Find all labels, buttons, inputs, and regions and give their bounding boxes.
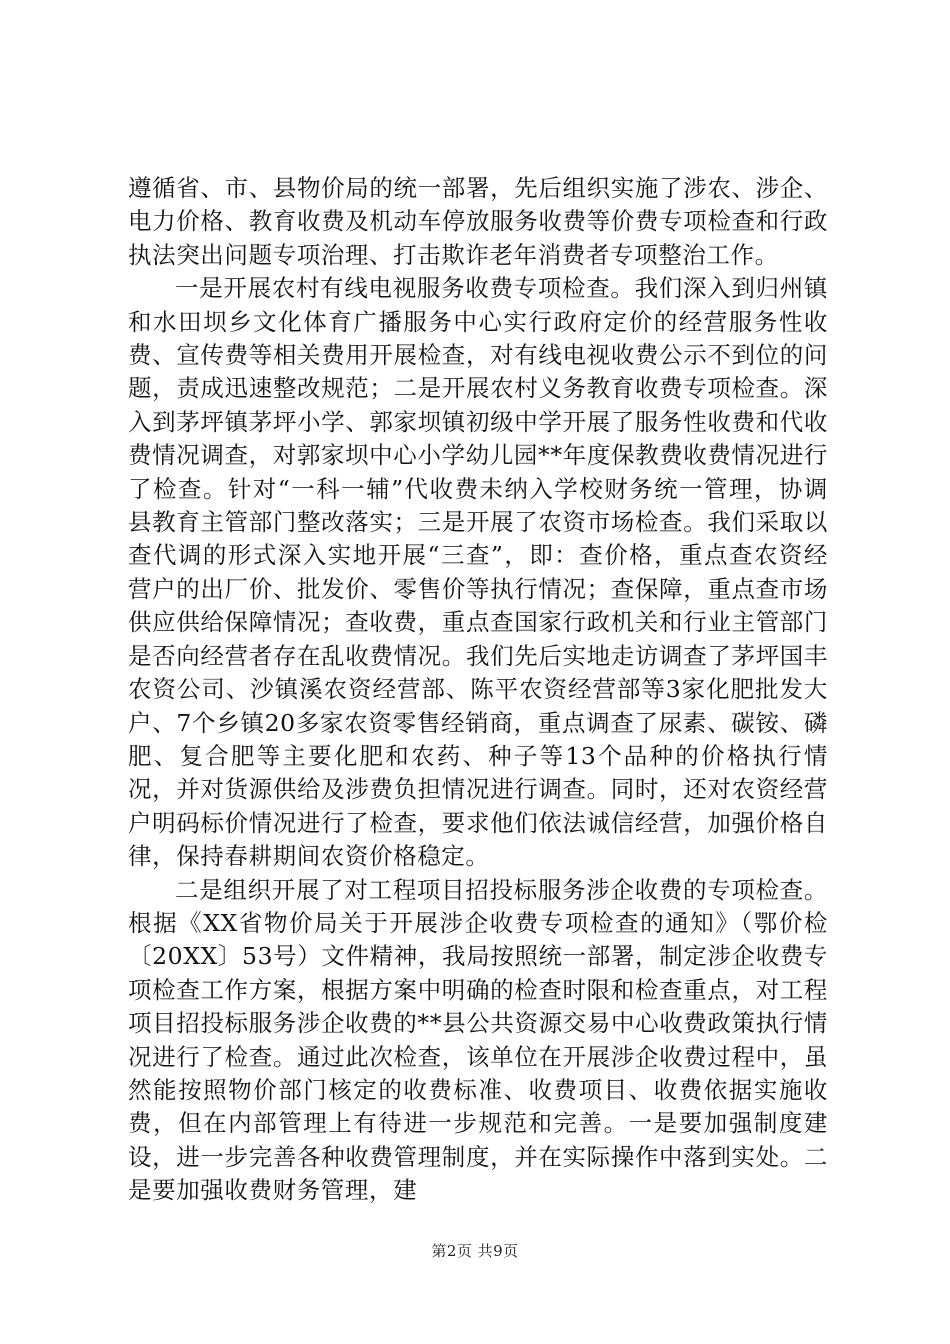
paragraph-continuation: 遵循省、市、县物价局的统一部署，先后组织实施了涉农、涉企、电力价格、教育收费及机动车停放服务收费等价费专项检查和行政执法突出问题专项治理、打击欺诈老年消费者专项整治工作。 <box>128 174 828 269</box>
paragraph-enterprise-fee-inspection: 二是组织开展了对工程项目招投标服务涉企收费的专项检查。根据《XX省物价局关于开展涉企收费专项检查的通知》（鄂价检〔20XX〕53号）文件精神，我局按照统一部署，制定涉企收费专项检查工作方案，根据方案中明确的检查时限和检查重点，对工程项目招投标服务涉企收费的**县公共资源交易中心收费政策执行情况进行了检查。通过此次检查，该单位在开展涉企收费过程中，虽然能按照物价部门核定的收费标准、收费项目、收费依据实施收费，但在内部管理上有待进一步规范和完善。一是要加强制度建设，进一步完善各种收费管理制度，并在实际操作中落到实处。二是要加强收费财务管理，建 <box>128 875 828 1205</box>
paragraph-rural-inspections: 一是开展农村有线电视服务收费专项检查。我们深入到归州镇和水田坝乡文化体育广播服务中心实行政府定价的经营服务性收费、宣传费等相关费用开展检查，对有线电视收费公示不到位的问题，责成迅速整改规范；二是开展农村义务教育收费专项检查。深入到茅坪镇茅坪小学、郭家坝镇初级中学开展了服务性收费和代收费情况调查，对郭家坝中心小学幼儿园**年度保教费收费情况进行了检查。针对“一科一辅”代收费未纳入学校财务统一管理，协调县教育主管部门整改落实；三是开展了农资市场检查。我们采取以查代调的形式深入实地开展“三查”，即：查价格，重点查农资经营户的出厂价、批发价、零售价等执行情况；查保障，重点查市场供应供给保障情况；查收费，重点查国家行政机关和行业主管部门是否向经营者存在乱收费情况。我们先后实地走访调查了茅坪国丰农资公司、沙镇溪农资经营部、陈平农资经营部等3家化肥批发大户、7个乡镇20多家农资零售经销商，重点调查了尿素、碳铵、磷肥、复合肥等主要化肥和农药、种子等13个品种的价格执行情况，并对货源供给及涉费负担情况进行调查。同时，还对农资经营户明码标价情况进行了检查，要求他们依法诚信经营，加强价格自律，保持春耕期间农资价格稳定。 <box>128 274 828 871</box>
document-body <box>128 172 828 1208</box>
page-number-footer: 第2页 共9页 <box>431 1242 519 1260</box>
